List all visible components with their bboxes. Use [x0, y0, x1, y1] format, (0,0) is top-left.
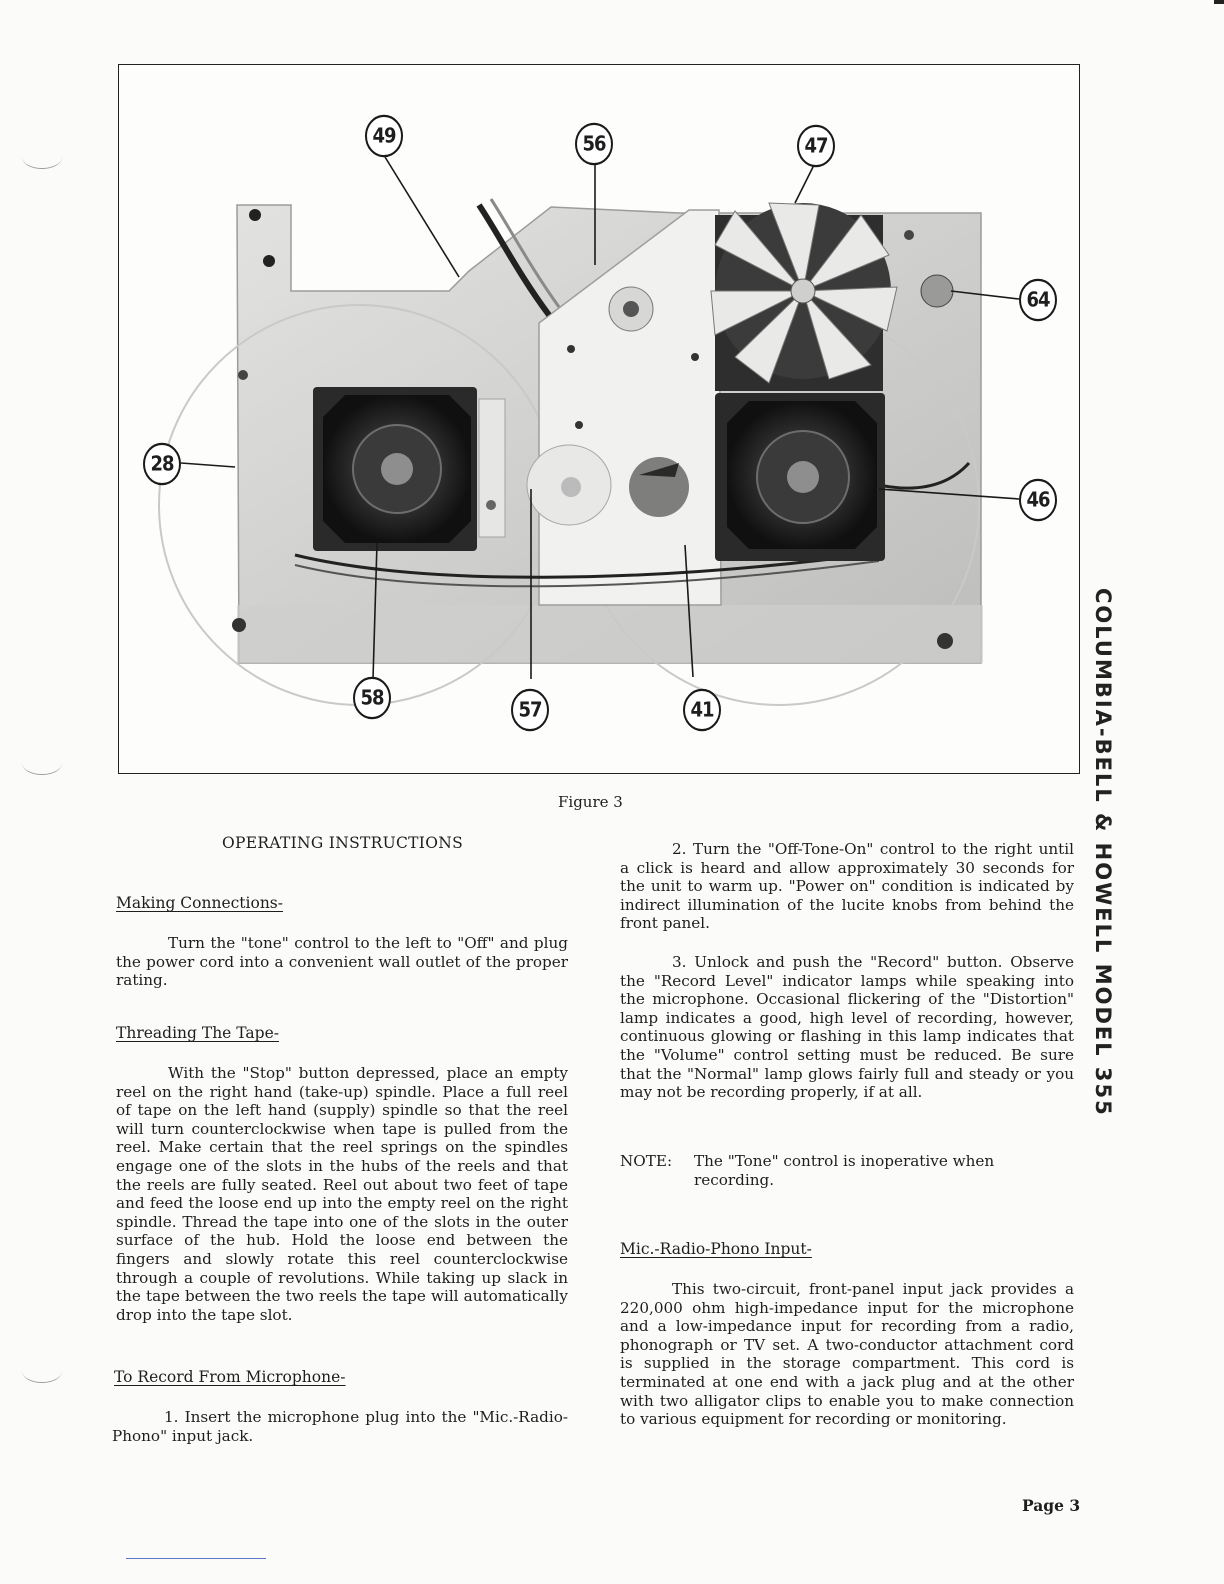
note-block	[620, 1152, 1074, 1189]
corner-mark	[1214, 0, 1224, 4]
step1-paragraph: 1. Insert the microphone plug into the "Mic.-Radio-Phono" input jack.	[112, 1408, 568, 1445]
step3-text	[620, 953, 1074, 1102]
making-connections-paragraph: Turn the "tone" control to the left to "Off" and plug the power cord into a convenient wall outlet of the proper rating.	[116, 934, 568, 990]
step2-text	[620, 840, 1074, 933]
note-label: NOTE:	[620, 1152, 673, 1170]
chassis-photo	[119, 65, 1079, 773]
figure-frame	[118, 64, 1080, 774]
callout-58: 58	[353, 677, 391, 720]
making-connections-text	[116, 934, 568, 990]
side-title	[1090, 588, 1116, 1117]
callout-57: 57	[511, 689, 549, 732]
mic-input-text	[620, 1280, 1074, 1429]
callout-28: 28	[143, 443, 181, 486]
callout-46: 46	[1019, 479, 1057, 522]
mic-input-paragraph: This two-circuit, front-panel input jack provides a 220,000 ohm high-impedance input for the microphone and a low-impedance input for recording from a radio, phonograph or TV set. A two-conductor attachment cord is supplied in the storage compartment. This cord is terminated at one end with a jack plug and at the other with two alligator clips to enable you to make connection to various equipment for recording or monitoring.	[620, 1280, 1074, 1429]
page-number: Page 3	[1022, 1496, 1081, 1515]
punch-hole-mark	[22, 752, 62, 775]
mic-input-heading: Mic.-Radio-Phono Input-	[620, 1240, 812, 1258]
threading-text	[116, 1064, 568, 1324]
making-connections-heading: Making Connections-	[116, 894, 283, 912]
record-heading: To Record From Microphone-	[114, 1368, 346, 1386]
threading-paragraph: With the "Stop" button depressed, place an empty reel on the right hand (take-up) spindle. Place a full reel of tape on the left hand (supply) spindle so that the reel will turn counterclockwise when tape is pulled from the reel. Make certain that the reel springs on the spindles engage one of the slots in the hubs of the reels and that the reels are fully seated. Reel out about two feet of tape and feed the loose end up into the empty reel on the right spindle. Thread the tape into one of the slots in the outer surface of the hub. Hold the loose end between the fingers and slowly rotate this reel counterclockwise through a couple of revolutions. While taking up slack in the tape between the two reels the tape will automatically drop into the tape slot.	[116, 1064, 568, 1324]
side-title-line2: MODEL 355	[1091, 963, 1115, 1117]
step2-paragraph: 2. Turn the "Off-Tone-On" control to the right until a click is heard and allow approximately 30 seconds for the unit to warm up. "Power on" condition is indicated by indirect illumination of the lucite knobs from behind the front panel.	[620, 840, 1074, 933]
bottom-rule	[126, 1558, 266, 1559]
side-title-line1: COLUMBIA-BELL & HOWELL	[1091, 588, 1115, 955]
note-text: The "Tone" control is inoperative when recording.	[694, 1152, 995, 1189]
punch-hole-mark	[22, 1360, 62, 1383]
section-heading: OPERATING INSTRUCTIONS	[222, 834, 463, 852]
step1-text	[112, 1408, 568, 1445]
callout-64: 64	[1019, 279, 1057, 322]
callout-56: 56	[575, 123, 613, 166]
callout-41: 41	[683, 689, 721, 732]
callout-47: 47	[797, 125, 835, 168]
step3-paragraph: 3. Unlock and push the "Record" button. Observe the "Record Level" indicator lamps while speaking into the microphone. Occasional flickering of the "Distortion" lamp indicates a good, high level of recording, however, continuous glowing or flashing in this lamp indicates that the "Volume" control setting must be reduced. Be sure that the "Normal" lamp glows fairly full and steady or you may not be recording properly, if at all.	[620, 953, 1074, 1102]
figure-caption: Figure 3	[558, 793, 623, 811]
punch-hole-mark	[22, 146, 62, 169]
callout-49: 49	[365, 115, 403, 158]
threading-heading: Threading The Tape-	[116, 1024, 279, 1042]
